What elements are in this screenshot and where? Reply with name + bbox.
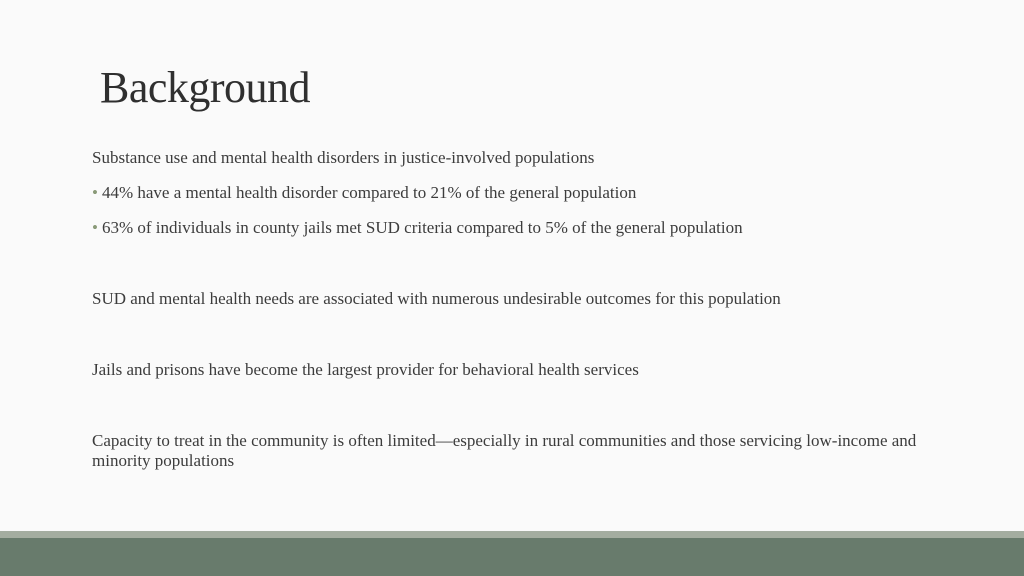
bullet-item-sud-criteria [92, 218, 743, 238]
bullet-icon: • [92, 183, 98, 202]
paragraph-capacity: Capacity to treat in the community is often limited—especially in rural communities and those servicing low-income and minority populations [92, 431, 917, 470]
bullet-icon: • [92, 218, 98, 237]
footer-bar [0, 538, 1024, 576]
bullet-text: 63% of individuals in county jails met SUD criteria compared to 5% of the general population [101, 218, 743, 237]
paragraph-substance-use: Substance use and mental health disorders in justice-involved populations [92, 148, 595, 167]
paragraph-jails-provider: Jails and prisons have become the largest provider for behavioral health services [92, 360, 639, 379]
footer-accent-band [0, 531, 1024, 538]
paragraph-outcomes: SUD and mental health needs are associated with numerous undesirable outcomes for this population [92, 289, 781, 308]
slide-title: Background [100, 63, 311, 112]
bullet-item-mental-health [92, 183, 636, 203]
bullet-text: 44% have a mental health disorder compared to 21% of the general population [101, 183, 637, 202]
